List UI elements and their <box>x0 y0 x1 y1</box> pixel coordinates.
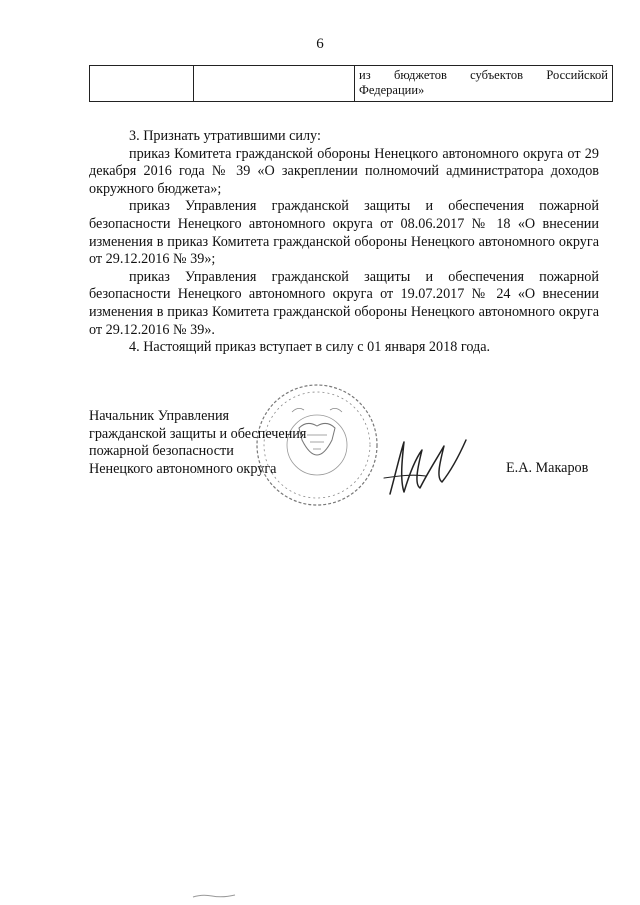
signatory-title-line: Ненецкого автономного округа <box>89 460 277 477</box>
table-cell-line-1 <box>359 68 608 83</box>
table-cell-line-2: Федерации» <box>359 83 425 97</box>
table-word: бюджетов <box>393 68 447 82</box>
table-word: Российской <box>546 68 608 82</box>
table-cell-text <box>355 66 613 102</box>
table-word: из <box>359 68 371 82</box>
table-cell-empty-1 <box>90 66 194 102</box>
handwritten-signature-icon <box>378 432 470 504</box>
paragraph-item-4: 4. Настоящий приказ вступает в силу с 01 января 2018 года. <box>129 339 491 356</box>
table-row <box>90 66 613 102</box>
body-text <box>89 128 599 357</box>
page-number: 6 <box>316 36 324 52</box>
signatory-title-line: пожарной безопасности <box>89 443 234 460</box>
table-fragment <box>89 65 613 102</box>
signatory-title <box>89 408 306 478</box>
paragraph-item-3: 3. Признать утратившими силу: <box>129 128 321 144</box>
scan-artifact-icon <box>192 893 236 899</box>
paragraph-repeal-2: приказ Управления гражданской защиты и обеспечения пожарной безопасности Ненецкого автономного округа от 08.06.2017 № 18 «О внесении изменения в приказ Комитета гражданской обороны Ненецкого автономного округа от 29.12.2016 № 39»; <box>89 198 599 268</box>
table-word: субъектов <box>470 68 524 82</box>
signatory-name: Е.А. Макаров <box>506 460 589 476</box>
paragraph-repeal-3: приказ Управления гражданской защиты и обеспечения пожарной безопасности Ненецкого автономного округа от 19.07.2017 № 24 «О внесении изменения в приказ Комитета гражданской обороны Ненецкого автономного округа от 29.12.2016 № 39». <box>89 268 599 338</box>
paragraph-repeal-1: приказ Комитета гражданской обороны Ненецкого автономного округа от 29 декабря 2016 года № 39 «О закреплении полномочий администратора доходов окружного бюджета»; <box>89 145 599 197</box>
signatory-title-line: Начальник Управления <box>89 408 230 424</box>
signatory-title-line: гражданской защиты и обеспечения <box>89 425 307 442</box>
table-cell-empty-2 <box>194 66 355 102</box>
